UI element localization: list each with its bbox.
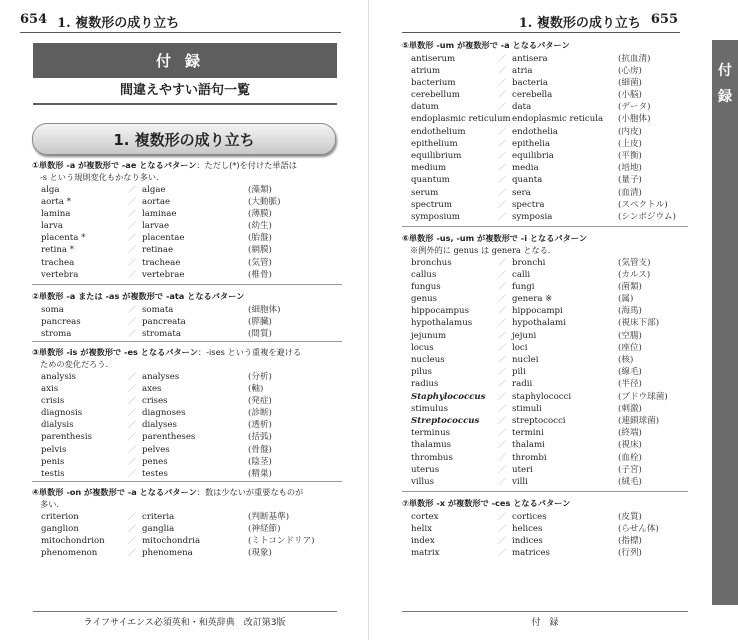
term-row <box>402 199 688 211</box>
meaning: (終端) <box>618 428 642 439</box>
plural-form: ／ radii <box>504 378 618 390</box>
pattern-section <box>32 160 342 281</box>
term-row <box>402 174 688 186</box>
plural-form: ／ antisera <box>504 53 618 65</box>
subtitle: 間違えやすい語句一覧 <box>119 83 250 98</box>
right-running-title: 1. 複数形の成り立ち <box>518 16 641 31</box>
meaning: (絨毛) <box>618 476 642 487</box>
singular-form: villus <box>411 476 435 487</box>
term-row <box>402 342 688 354</box>
pattern-section <box>402 233 688 488</box>
singular-form: endoplasmic reticulum <box>411 114 511 125</box>
tab-char: 録 <box>718 89 732 105</box>
term-row <box>402 113 688 125</box>
singular-form: endothelium <box>411 126 466 137</box>
singular-form: medium <box>411 163 447 174</box>
term-row <box>402 211 688 223</box>
right-footer: 付 録 <box>531 618 559 628</box>
plural-form: ／ tracheae <box>134 257 248 269</box>
plural-form: ／ bronchi <box>504 257 618 269</box>
singular-form: trachea <box>41 257 75 268</box>
term-row <box>32 407 342 419</box>
singular-form: locus <box>411 342 434 353</box>
section-heading-text: ②単数形 -a または -as が複数形で -ata となるパターン <box>32 291 245 301</box>
meaning: (間質) <box>248 328 272 339</box>
plural-form: ／ penes <box>134 456 248 468</box>
term-row <box>32 456 342 468</box>
plural-form: ／ mitochondria <box>134 535 248 547</box>
plural-form: ／ nuclei <box>504 354 618 366</box>
meaning: (指標) <box>618 535 642 546</box>
singular-form: pilus <box>411 367 432 378</box>
meaning: (半径) <box>618 379 642 390</box>
singular-form: cortex <box>411 511 439 522</box>
plural-form: ／ data <box>504 101 618 113</box>
meaning: (皮質) <box>618 511 642 522</box>
section-heading <box>402 498 688 510</box>
term-row <box>32 232 342 244</box>
right-footer-rule <box>402 611 688 612</box>
singular-form: bronchus <box>411 257 452 268</box>
left-footer: ライフサイエンス必須英和・和英辞典 改訂第3版 <box>83 618 286 628</box>
plural-form: ／ thalami <box>504 439 618 451</box>
meaning: (ミトコンドリア) <box>248 535 315 546</box>
meaning: (椎骨) <box>248 269 272 280</box>
plural-form: ／ axes <box>134 383 248 395</box>
term-row <box>32 547 342 559</box>
singular-form: radius <box>411 379 439 390</box>
singular-form: spectrum <box>411 199 453 210</box>
term-row <box>402 89 688 101</box>
meaning: (スペクトル) <box>618 199 668 210</box>
singular-form: penis <box>41 456 65 467</box>
section-heading-text: ①単数形 -a が複数形で -ae となるパターン <box>32 160 197 170</box>
section-heading-text: ④単数形 -on が複数形で -a となるパターン <box>32 487 197 497</box>
singular-form: jejunum <box>411 330 447 341</box>
term-row <box>402 464 688 476</box>
term-row <box>402 354 688 366</box>
singular-form: epithelium <box>411 138 458 149</box>
plural-form: ／ cerebella <box>504 89 618 101</box>
appendix-tab <box>712 40 738 605</box>
term-row <box>402 187 688 199</box>
plural-form: ／ fungi <box>504 281 618 293</box>
section-heading <box>32 291 342 303</box>
singular-form: retina * <box>41 245 75 256</box>
term-row <box>32 184 342 196</box>
plural-form: ／ retinae <box>134 244 248 256</box>
singular-form: index <box>411 535 435 546</box>
section-note: ：-ises という重複を避ける <box>197 347 302 357</box>
term-row <box>402 317 688 329</box>
plural-form: ／ calli <box>504 269 618 281</box>
term-row <box>402 65 688 77</box>
plural-form: ／ thrombi <box>504 452 618 464</box>
meaning: (軸) <box>248 383 264 394</box>
meaning: (心房) <box>618 65 642 76</box>
plural-form: ／ cortices <box>504 511 618 523</box>
singular-form: alga <box>41 184 60 195</box>
plural-form: ／ uteri <box>504 464 618 476</box>
singular-form: larva <box>41 221 63 232</box>
term-row <box>402 77 688 89</box>
term-row <box>402 511 688 523</box>
section-subnote: 多い. <box>40 498 59 509</box>
singular-form: stimulus <box>411 403 448 414</box>
term-row <box>402 391 688 403</box>
term-row <box>402 476 688 488</box>
plural-form: ／ vertebrae <box>134 269 248 281</box>
singular-form: criterion <box>41 511 79 522</box>
plural-form: ／ genera ※ <box>504 293 618 305</box>
right-page <box>369 0 738 640</box>
plural-form: ／ jejuni <box>504 330 618 342</box>
term-row <box>32 371 342 383</box>
section-divider <box>32 284 342 285</box>
section-heading-text: ⑤単数形 -um が複数形で -a となるパターン <box>402 40 570 50</box>
meaning: (大動脈) <box>248 196 281 207</box>
meaning: (カルス) <box>618 269 651 280</box>
singular-form: testis <box>41 469 65 479</box>
section-heading <box>32 160 342 172</box>
term-row <box>402 452 688 464</box>
term-row <box>402 366 688 378</box>
singular-form: diagnosis <box>41 408 83 419</box>
plural-form: ／ indices <box>504 535 618 547</box>
meaning: (海馬) <box>618 306 642 317</box>
meaning: (気管) <box>248 257 272 268</box>
singular-form: thrombus <box>411 452 453 463</box>
meaning: (神経節) <box>248 523 281 534</box>
meaning: (線毛) <box>618 367 642 378</box>
singular-form: pelvis <box>41 444 67 455</box>
pattern-section <box>402 40 688 223</box>
section-divider <box>402 226 688 227</box>
meaning: (幼生) <box>248 221 272 232</box>
term-row <box>32 196 342 208</box>
singular-form: dialysis <box>41 420 74 431</box>
meaning: (細胞体) <box>248 304 281 315</box>
meaning: (視床下部) <box>618 318 660 329</box>
term-row <box>402 547 688 559</box>
singular-form: axis <box>41 383 59 394</box>
section-subnote: ための変化だろう. <box>40 358 109 369</box>
term-row <box>32 444 342 456</box>
term-row <box>32 383 342 395</box>
plural-form: ／ streptococci <box>504 415 618 427</box>
section-heading <box>32 347 342 359</box>
singular-form: cerebellum <box>411 90 460 101</box>
plural-form: ／ helices <box>504 523 618 535</box>
plural-form: ／ pili <box>504 366 618 378</box>
meaning: (分析) <box>248 371 272 382</box>
meaning: (透析) <box>248 420 272 431</box>
singular-form: helix <box>411 523 432 534</box>
term-row <box>402 162 688 174</box>
meaning: (精巣) <box>248 469 272 479</box>
singular-form: pancreas <box>41 316 81 327</box>
term-row <box>402 53 688 65</box>
term-row <box>402 281 688 293</box>
meaning: (属) <box>618 294 634 305</box>
singular-form: bacterium <box>411 77 456 88</box>
plural-form: ／ villi <box>504 476 618 488</box>
singular-form: soma <box>41 304 64 315</box>
singular-form: stroma <box>41 328 72 339</box>
plural-form: ／ testes <box>134 468 248 480</box>
plural-form: ／ placentae <box>134 232 248 244</box>
plural-form: ／ dialyses <box>134 419 248 431</box>
term-row <box>32 269 342 281</box>
meaning: (骨盤) <box>248 444 272 455</box>
singular-form: genus <box>411 294 438 305</box>
plural-form: ／ hypothalami <box>504 317 618 329</box>
left-running-title: 1. 複数形の成り立ち <box>57 16 180 31</box>
meaning: (膵臓) <box>248 316 272 327</box>
term-row <box>402 257 688 269</box>
section-divider <box>32 341 342 342</box>
left-header-rule <box>20 32 341 33</box>
singular-form: serum <box>411 187 439 198</box>
section-divider <box>402 491 688 492</box>
section-note: ：数は少ないが重要なものが <box>196 487 304 497</box>
term-row <box>32 257 342 269</box>
plural-form: ／ atria <box>504 65 618 77</box>
meaning: (上皮) <box>618 138 642 149</box>
term-row <box>32 304 342 316</box>
right-running-head <box>519 12 678 31</box>
appendix-title-bar: 付録 <box>33 43 337 78</box>
plural-form: ／ symposia <box>504 211 618 223</box>
meaning: (胎盤) <box>248 233 272 244</box>
meaning: (子宮) <box>618 464 642 475</box>
meaning: (ブドウ球菌) <box>618 391 668 402</box>
plural-form: ／ bacteria <box>504 77 618 89</box>
meaning: (陰茎) <box>248 456 272 467</box>
plural-form: ／ stromata <box>134 328 248 340</box>
meaning: (菌類) <box>618 281 642 292</box>
section-heading-text: ⑦単数形 -x が複数形で -ces となるパターン <box>402 498 571 508</box>
singular-form: datum <box>411 102 439 113</box>
singular-form: hippocampus <box>411 306 469 317</box>
singular-form: hypothalamus <box>411 318 473 329</box>
pattern-section <box>32 487 342 559</box>
plural-form: ／ somata <box>134 304 248 316</box>
term-row <box>402 150 688 162</box>
meaning: (括弧) <box>248 432 272 443</box>
section-heading <box>402 233 688 245</box>
tab-char: 付 <box>718 63 732 79</box>
plural-form: ／ algae <box>134 184 248 196</box>
term-row <box>402 330 688 342</box>
singular-form: quantum <box>411 175 450 186</box>
meaning: (データ) <box>618 102 651 113</box>
pattern-section <box>32 347 342 480</box>
plural-form: ／ pancreata <box>134 316 248 328</box>
term-row <box>402 293 688 305</box>
meaning: (内皮) <box>618 126 642 137</box>
meaning: (核) <box>618 355 634 365</box>
pattern-section <box>402 498 688 559</box>
meaning: (連鎖球菌) <box>618 415 660 426</box>
singular-form: analysis <box>41 371 76 382</box>
section-heading-text: ③単数形 -is が複数形で -es となるパターン <box>32 347 198 357</box>
singular-form: terminus <box>411 428 451 439</box>
term-row <box>402 403 688 415</box>
meaning: (血清) <box>618 187 642 198</box>
term-row <box>402 523 688 535</box>
meaning: (細菌) <box>618 77 642 88</box>
right-page-number: 655 <box>650 12 678 27</box>
term-row <box>32 468 342 480</box>
plural-form: ／ analyses <box>134 371 248 383</box>
plural-form: ／ crises <box>134 395 248 407</box>
singular-form: uterus <box>411 464 440 475</box>
singular-form: fungus <box>411 281 441 292</box>
meaning: (行列) <box>618 548 642 559</box>
term-row <box>402 415 688 427</box>
meaning: (シンポジウム) <box>618 211 676 222</box>
singular-form: atrium <box>411 65 441 76</box>
singular-form: crisis <box>41 395 65 406</box>
plural-form: ／ diagnoses <box>134 407 248 419</box>
term-row <box>402 126 688 138</box>
term-row <box>32 244 342 256</box>
plural-form: ／ epithelia <box>504 138 618 150</box>
singular-form: phenomenon <box>41 548 98 559</box>
meaning: (藻類) <box>248 184 272 195</box>
meaning: (量子) <box>618 175 642 186</box>
plural-form: ／ media <box>504 162 618 174</box>
section-divider <box>32 481 342 482</box>
right-header-rule <box>402 32 680 33</box>
plural-form: ／ spectra <box>504 199 618 211</box>
meaning: (網膜) <box>248 245 272 256</box>
left-footer-rule <box>33 611 337 612</box>
term-row <box>402 101 688 113</box>
plural-form: ／ aortae <box>134 196 248 208</box>
term-row <box>32 535 342 547</box>
term-row <box>402 138 688 150</box>
meaning: (診断) <box>248 408 272 419</box>
plural-form: ／ ganglia <box>134 523 248 535</box>
meaning: (小胞体) <box>618 114 651 125</box>
left-running-head <box>20 12 179 31</box>
term-row <box>32 431 342 443</box>
subtitle-rule <box>33 103 337 105</box>
singular-form: mitochondrion <box>41 535 105 546</box>
meaning: (抗血清) <box>618 53 651 64</box>
plural-form: ／ pelves <box>134 444 248 456</box>
singular-form: lamina <box>41 208 71 219</box>
singular-form: placenta * <box>41 233 86 244</box>
plural-form: ／ hippocampi <box>504 305 618 317</box>
term-row <box>32 220 342 232</box>
meaning: (刺激) <box>618 403 642 414</box>
plural-form: ／ quanta <box>504 174 618 186</box>
meaning: (平衡) <box>618 151 642 161</box>
plural-form: ／ staphylococci <box>504 391 618 403</box>
section-heading <box>32 487 342 499</box>
meaning: (座位) <box>618 342 642 353</box>
singular-form: aorta * <box>41 196 72 207</box>
meaning: (血栓) <box>618 452 642 463</box>
meaning: (視床) <box>618 440 642 451</box>
singular-form: vertebra <box>41 269 79 280</box>
singular-form: ganglion <box>41 523 79 534</box>
term-row <box>402 439 688 451</box>
term-row <box>402 305 688 317</box>
meaning: (培地) <box>618 163 642 174</box>
plural-form: ／ matrices <box>504 547 618 559</box>
term-row <box>32 523 342 535</box>
section-heading-text: ⑥単数形 -us, -um が複数形で -i となるパターン <box>402 233 588 243</box>
term-row <box>402 269 688 281</box>
section-note: ：ただし(*)を付けた単語は <box>196 160 297 170</box>
term-row <box>32 316 342 328</box>
singular-form: thalamus <box>411 440 452 451</box>
meaning: (発症) <box>248 395 272 406</box>
meaning: (らせん体) <box>618 523 659 534</box>
singular-form: matrix <box>411 548 440 559</box>
singular-form: callus <box>411 269 437 280</box>
singular-form: nucleus <box>411 355 445 365</box>
term-row <box>32 511 342 523</box>
singular-form: parenthesis <box>41 432 92 443</box>
singular-form: equilibrium <box>411 151 462 161</box>
plural-form: ／ endoplasmic reticula <box>504 113 618 125</box>
plural-form: ／ sera <box>504 187 618 199</box>
meaning: (気管支) <box>618 257 651 268</box>
term-row <box>402 535 688 547</box>
term-row <box>32 208 342 220</box>
plural-form: ／ criteria <box>134 511 248 523</box>
singular-form: Staphylococcus <box>411 391 486 402</box>
singular-form: Streptococcus <box>411 415 480 426</box>
term-row <box>32 395 342 407</box>
section-subnote: -s という規則変化もかなり多い. <box>40 171 159 182</box>
plural-form: ／ loci <box>504 342 618 354</box>
section-subnote: ※例外的に genus は genera となる. <box>410 244 551 255</box>
plural-form: ／ endothelia <box>504 126 618 138</box>
singular-form: symposium <box>411 211 460 222</box>
singular-form: antiserum <box>411 53 456 64</box>
plural-form: ／ parentheses <box>134 431 248 443</box>
plural-form: ／ phenomena <box>134 547 248 559</box>
term-row <box>402 378 688 390</box>
left-page-number: 654 <box>20 12 48 27</box>
meaning: (空腸) <box>618 330 642 341</box>
section-heading <box>402 40 688 52</box>
plural-form: ／ laminae <box>134 208 248 220</box>
meaning: (現象) <box>248 548 272 559</box>
meaning: (判断基準) <box>248 511 290 522</box>
plural-form: ／ termini <box>504 427 618 439</box>
term-row <box>32 419 342 431</box>
meaning: (薄膜) <box>248 208 272 219</box>
plural-form: ／ larvae <box>134 220 248 232</box>
term-row <box>32 328 342 340</box>
meaning: (小脳) <box>618 90 642 101</box>
plural-form: ／ equilibria <box>504 150 618 162</box>
pattern-section <box>32 291 342 340</box>
term-row <box>402 427 688 439</box>
plural-form: ／ stimuli <box>504 403 618 415</box>
chapter-title: 1. 複数形の成り立ち <box>32 123 336 155</box>
